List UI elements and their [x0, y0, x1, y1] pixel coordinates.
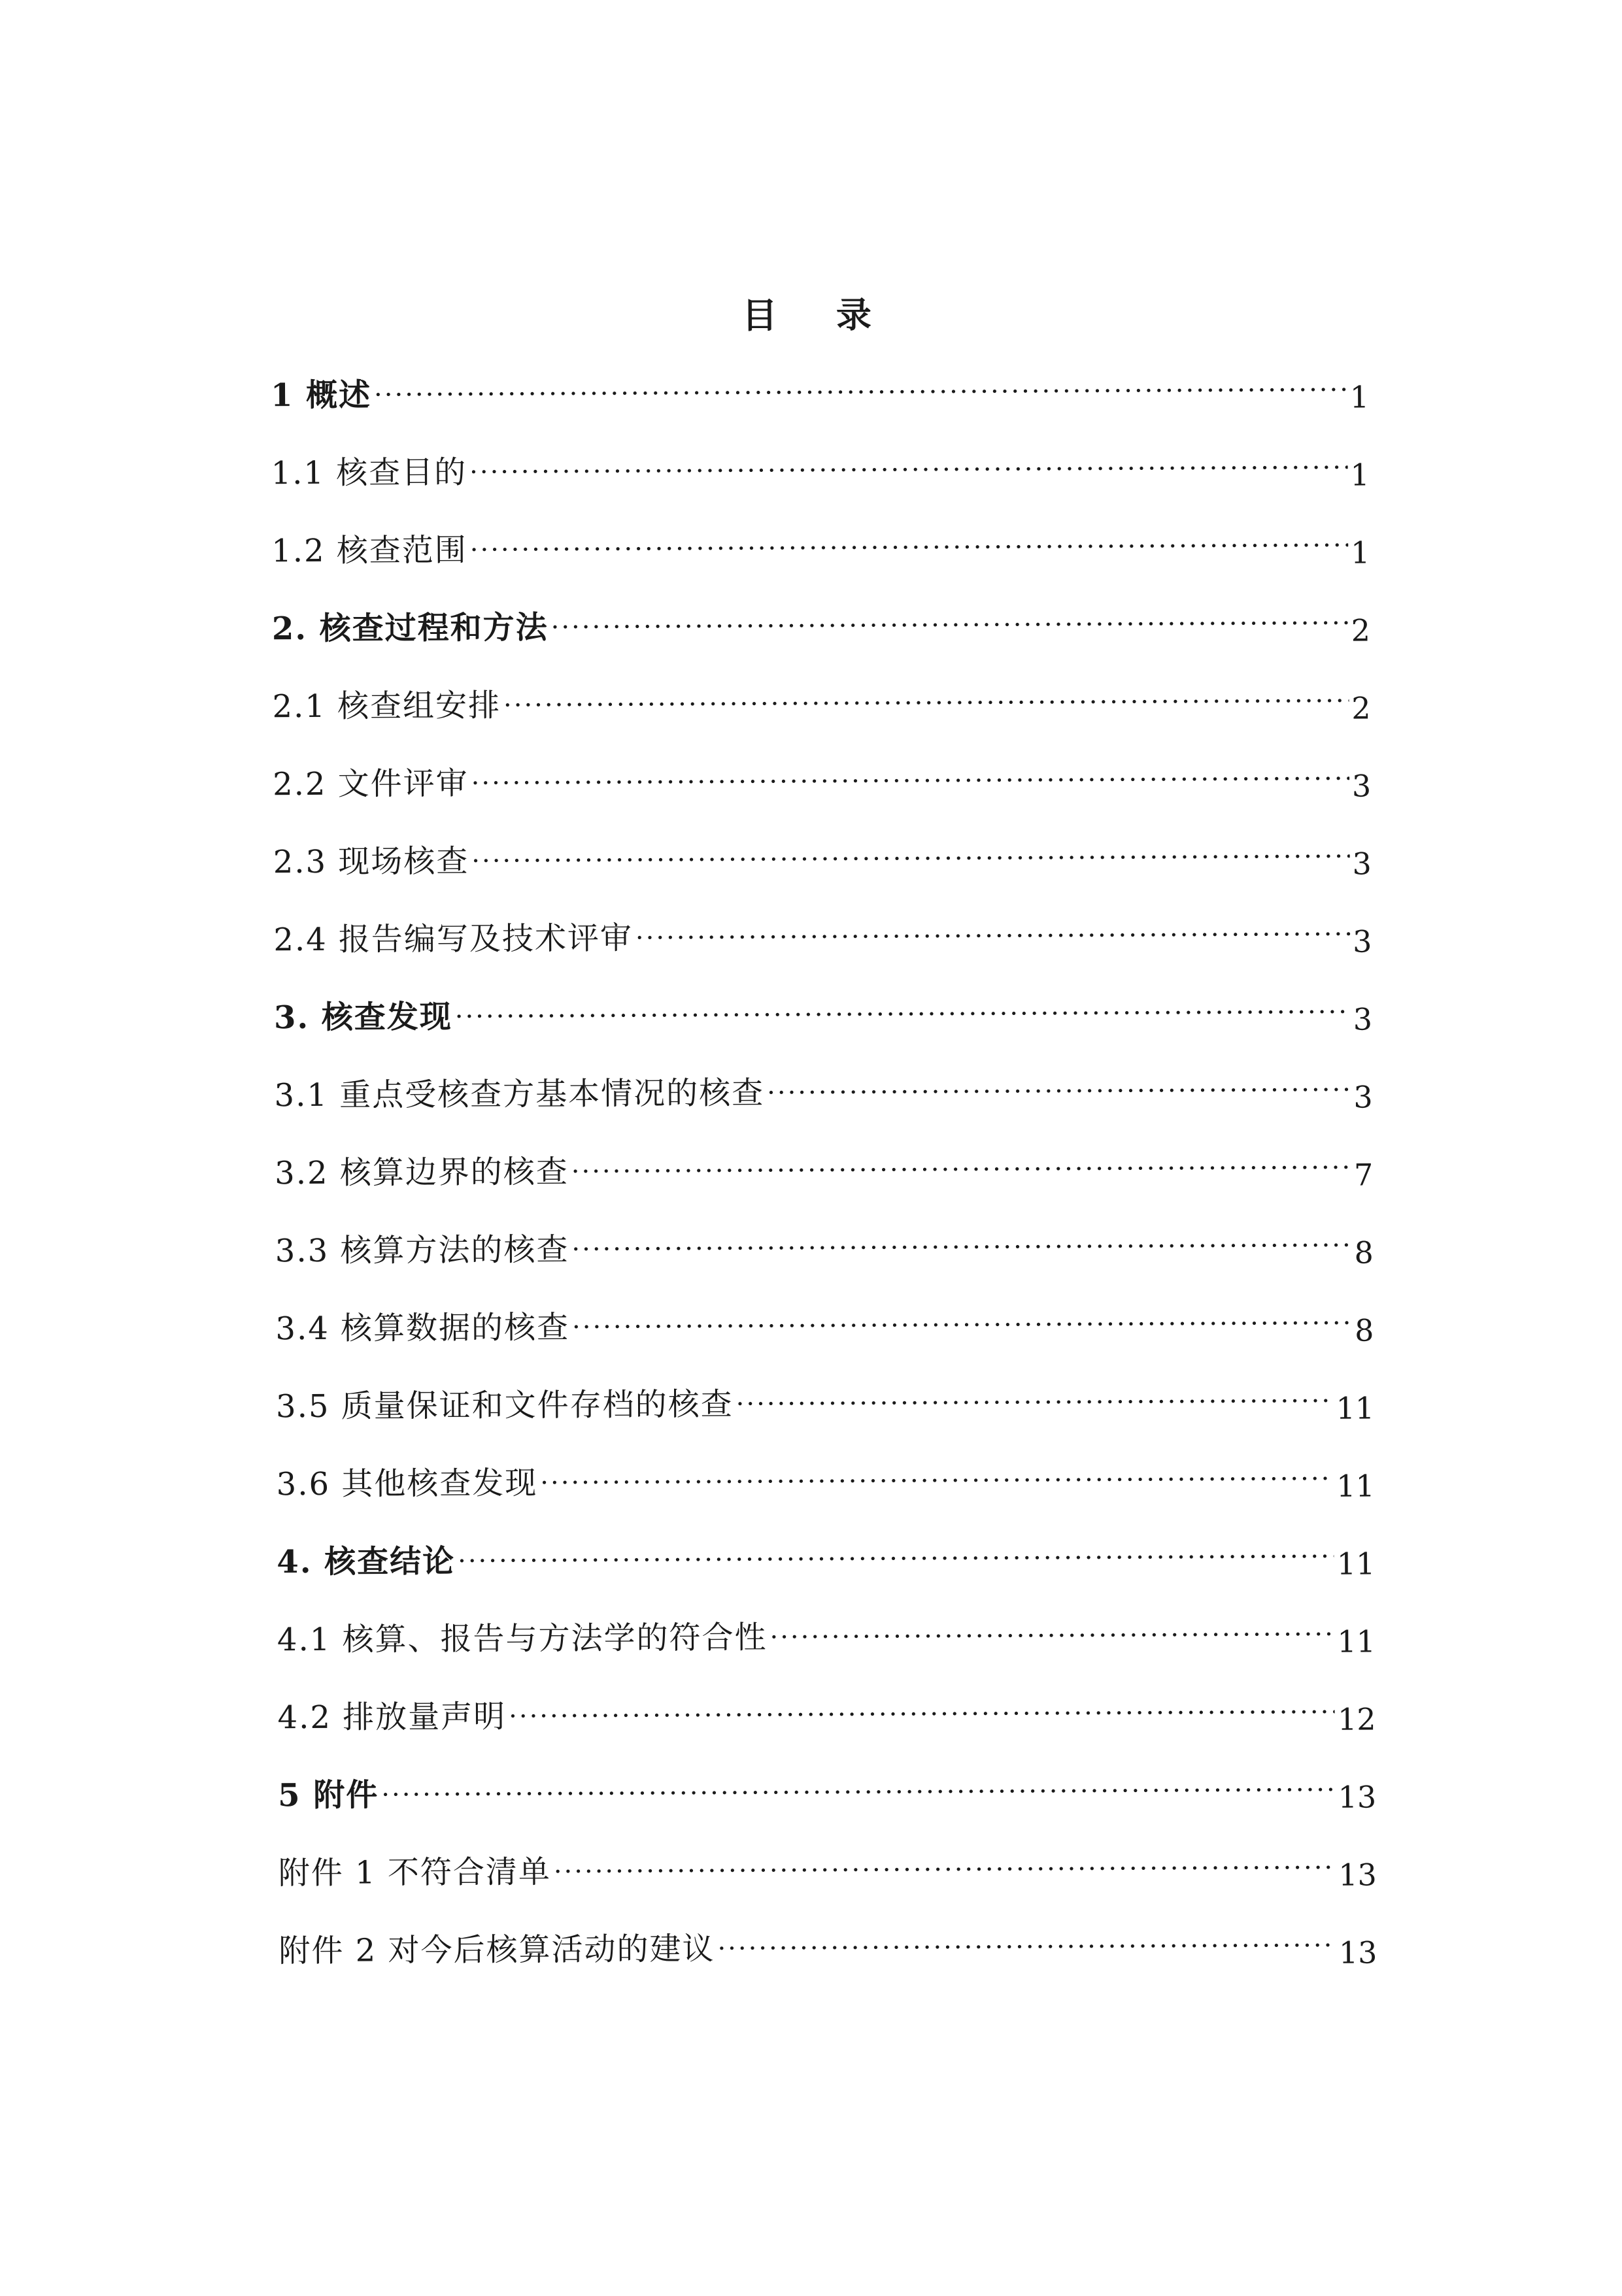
toc-entry-label: 3.4 核算数据的核查	[275, 1308, 570, 1348]
toc-dot-leader	[458, 1544, 1334, 1574]
toc-dot-leader	[540, 1466, 1334, 1496]
toc-dot-leader	[381, 1777, 1336, 1808]
toc-dot-leader	[469, 455, 1347, 486]
toc-entry[interactable]	[273, 804, 1372, 888]
toc-page-number: 13	[1338, 1857, 1377, 1893]
toc-dot-leader	[470, 533, 1348, 563]
toc-page-number: 11	[1337, 1623, 1376, 1659]
toc-entry[interactable]	[273, 882, 1372, 965]
toc-entry-label: 2.4 报告编写及技术评审	[273, 920, 634, 959]
toc-entry[interactable]	[271, 415, 1370, 499]
toc-entry-label: 1 概述	[270, 376, 372, 414]
toc-entry[interactable]	[274, 1037, 1373, 1120]
toc-dot-leader	[551, 610, 1349, 641]
toc-entry-label: 2.3 现场核查	[273, 842, 469, 881]
toc-entry[interactable]	[274, 959, 1373, 1043]
toc-page-number: 3	[1352, 923, 1372, 959]
toc-entry[interactable]	[276, 1348, 1375, 1431]
toc-page-number: 8	[1355, 1312, 1374, 1348]
toc-entry-label: 3.5 质量保证和文件存档的核查	[275, 1386, 734, 1425]
toc-page-number: 7	[1353, 1157, 1374, 1193]
toc-entry[interactable]	[277, 1581, 1376, 1665]
toc-page-number: 13	[1338, 1935, 1377, 1971]
toc-page-number: 3	[1353, 1079, 1373, 1115]
toc-dot-leader	[554, 1855, 1336, 1885]
toc-page-number: 11	[1336, 1390, 1375, 1426]
toc-entry-label: 1.1 核查目的	[271, 454, 467, 492]
toc-page-number: 3	[1352, 846, 1372, 882]
toc-entry[interactable]	[276, 1425, 1375, 1509]
toc-page-number: 1	[1349, 379, 1370, 415]
toc-dot-leader	[374, 377, 1347, 408]
toc-page-number: 3	[1353, 1001, 1373, 1037]
toc-dot-leader	[503, 688, 1349, 719]
toc-entry[interactable]	[277, 1659, 1376, 1742]
toc-dot-leader	[769, 1622, 1334, 1651]
toc-title: 目录	[741, 293, 931, 337]
toc-entry-label: 附件 2 对今后核算活动的建议	[279, 1930, 715, 1970]
toc-page-number: 11	[1336, 1546, 1376, 1582]
toc-page-number: 2	[1351, 612, 1371, 648]
toc-entry-label: 5 附件	[278, 1776, 379, 1814]
toc-entry[interactable]	[279, 1892, 1377, 1976]
toc-page-number: 11	[1336, 1468, 1375, 1504]
toc-entry[interactable]	[277, 1503, 1376, 1587]
toc-dot-leader	[571, 1155, 1351, 1185]
toc-dot-leader	[471, 766, 1349, 797]
toc-dot-leader	[455, 999, 1351, 1030]
toc-entry-label: 4.1 核算、报告与方法学的符合性	[277, 1619, 768, 1659]
toc-page-number: 2	[1351, 690, 1371, 726]
toc-dot-leader	[572, 1310, 1352, 1340]
toc-dot-leader	[736, 1388, 1334, 1418]
toc-entry-label: 3. 核查发现	[273, 998, 452, 1037]
toc-page-number: 3	[1351, 768, 1372, 804]
toc-entry[interactable]	[271, 337, 1370, 421]
toc-dot-leader	[767, 1077, 1351, 1106]
toc-entry-label: 1.2 核查范围	[271, 531, 467, 570]
toc-entry[interactable]	[275, 1192, 1374, 1276]
toc-entry[interactable]	[278, 1814, 1377, 1898]
toc-page-number: 1	[1350, 457, 1370, 493]
toc-page-number: 12	[1337, 1701, 1376, 1737]
toc-entry[interactable]	[271, 493, 1370, 576]
toc-entry-label: 4. 核查结论	[277, 1542, 456, 1581]
toc-dot-leader	[471, 844, 1349, 874]
toc-entry-label: 3.2 核算边界的核查	[275, 1153, 569, 1192]
toc-page-number: 1	[1350, 535, 1370, 571]
toc-entry-label: 3.3 核算方法的核查	[275, 1231, 569, 1270]
toc-entry-label: 2.2 文件评审	[272, 765, 469, 803]
toc-entry-label: 3.6 其他核查发现	[276, 1465, 538, 1503]
toc-entry[interactable]	[275, 1270, 1374, 1354]
toc-entry[interactable]	[278, 1737, 1377, 1820]
toc-entry-label: 附件 1 不符合清单	[278, 1854, 552, 1892]
toc-page-number: 13	[1338, 1779, 1377, 1815]
toc-entry-label: 3.1 重点受核查方基本情况的核查	[274, 1074, 765, 1114]
toc-entry-label: 4.2 排放量声明	[277, 1698, 507, 1737]
toc-entry[interactable]	[271, 571, 1370, 654]
toc-dot-leader	[635, 922, 1350, 952]
toc-dot-leader	[571, 1233, 1351, 1263]
toc-entry[interactable]	[272, 648, 1371, 732]
toc-entry-label: 2.1 核查组安排	[272, 687, 501, 725]
toc-dot-leader	[509, 1699, 1335, 1730]
toc-dot-leader	[717, 1933, 1336, 1962]
table-of-contents	[271, 337, 1377, 1976]
toc-page-number: 8	[1354, 1235, 1374, 1271]
toc-entry-label: 2. 核查过程和方法	[271, 609, 549, 648]
toc-entry[interactable]	[273, 726, 1372, 810]
toc-entry[interactable]	[275, 1114, 1374, 1198]
